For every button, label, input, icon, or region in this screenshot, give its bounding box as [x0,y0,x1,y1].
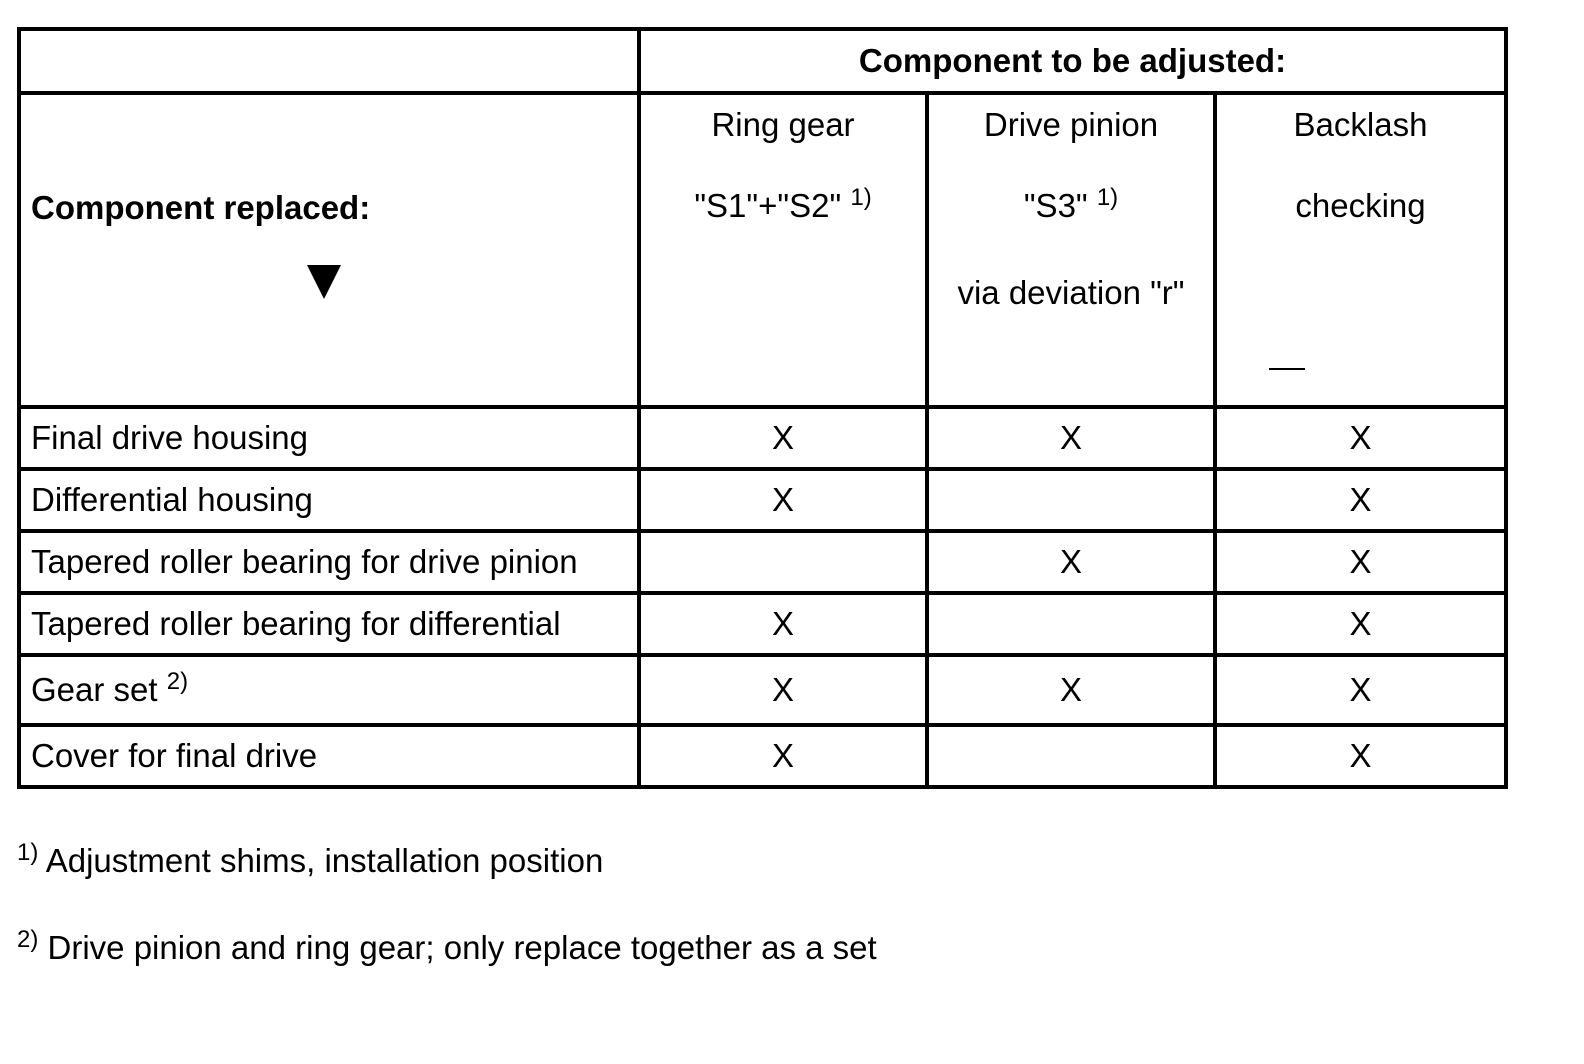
mark-cell: X [1215,725,1506,787]
column-header-drive-pinion [927,93,1215,407]
table-title-row [19,29,1506,93]
column-header-line1: Ring gear [711,106,855,143]
column-header-line2: checking [1295,187,1426,224]
column-header-ring-gear [639,93,927,407]
table-row [19,725,1506,787]
table-title: Component to be adjusted: [639,29,1506,93]
footnote-text: Drive pinion and ring gear; only replace together as a set [47,929,877,966]
mark-cell: X [639,655,927,725]
row-label: Tapered roller bearing for drive pinion [19,531,639,593]
mark-cell: X [1215,407,1506,469]
table-row [19,531,1506,593]
table-row [19,593,1506,655]
row-label: Tapered roller bearing for differential [19,593,639,655]
row-label-cell [19,655,639,725]
column-header-line1: Backlash [1293,106,1428,143]
mark-cell [639,531,927,593]
mark-cell: X [1215,531,1506,593]
adjustment-table [17,27,1508,789]
column-header-line3: via deviation "r" [957,274,1185,311]
mark-cell [927,593,1215,655]
table-row [19,469,1506,531]
mark-cell: X [927,531,1215,593]
table-row [19,407,1506,469]
row-label: Cover for final drive [19,725,639,787]
row-label: Gear set [31,670,158,708]
mark-cell: X [1215,469,1506,531]
row-header-cell [19,93,639,407]
mark-cell: X [1215,593,1506,655]
column-header-line2: "S1"+"S2" $^{1)}$ [694,184,872,224]
column-header-line1: Drive pinion [983,106,1159,143]
mark-cell: X [639,469,927,531]
row-header-label: Component replaced: [31,189,371,226]
down-triangle-icon [307,265,341,299]
column-header-row [19,93,1506,407]
mark-cell: X [639,407,927,469]
footnote-2 [17,926,877,967]
footnote-text: Adjustment shims, installation position [45,842,604,879]
footnote-number: 1) [17,839,39,866]
mark-cell: X [1215,655,1506,725]
table-row [19,655,1506,725]
row-label: Final drive housing [19,407,639,469]
mark-cell [927,469,1215,531]
footnote-ref: 1) [850,184,872,211]
blank-corner-cell [19,29,639,93]
column-header-line2: "S3" $^{1)}$ [1023,184,1119,224]
footnote-ref: 1) [1096,184,1119,211]
footnote-number: 2) [17,926,39,953]
mark-cell: X [639,725,927,787]
mark-cell: X [639,593,927,655]
mark-cell: X [927,407,1215,469]
row-label: Differential housing [19,469,639,531]
mark-cell [927,725,1215,787]
mark-cell: X [927,655,1215,725]
footnote-1 [17,839,604,880]
footnote-ref: 2) [166,667,189,695]
divider-mark [1269,368,1305,370]
column-header-backlash [1215,93,1506,407]
